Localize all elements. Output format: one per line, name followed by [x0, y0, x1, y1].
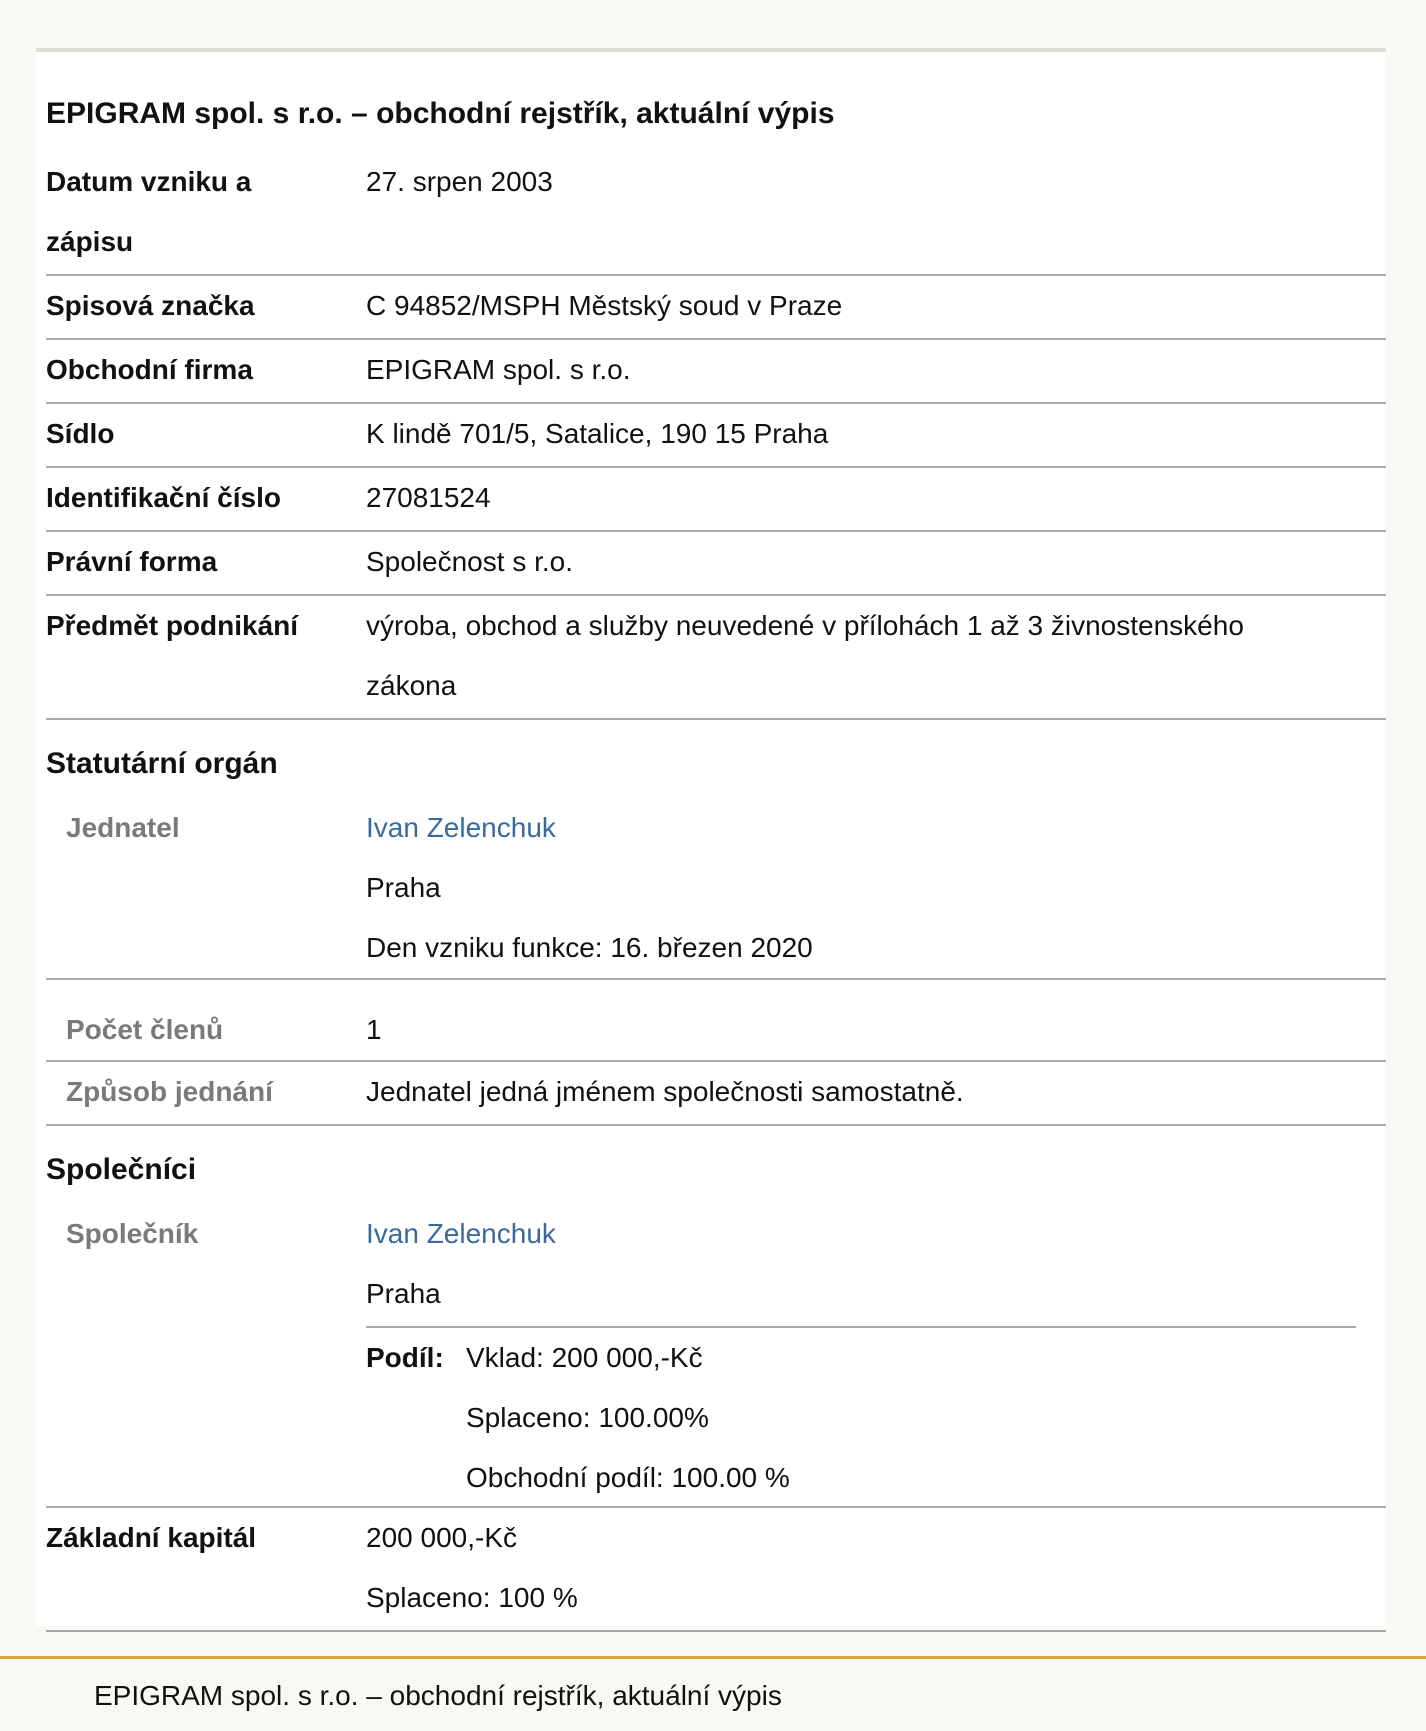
row-predmet-podnikani: [46, 596, 1386, 720]
row-value: [366, 798, 1386, 978]
podil-block: [366, 1326, 1356, 1508]
row-identifikacni-cislo: [46, 468, 1386, 532]
row-value: K lindě 701/5, Satalice, 190 15 Praha: [366, 418, 829, 449]
row-value: Společnost s r.o.: [366, 546, 574, 577]
row-label: Společník: [66, 1218, 199, 1249]
row-label: Identifikační číslo: [46, 482, 281, 513]
row-value: [366, 1204, 1386, 1506]
podil-vklad: Vklad: 200 000,-Kč: [466, 1342, 703, 1373]
row-zpusob-jednani: [46, 1062, 1386, 1126]
row-label: Právní forma: [46, 546, 218, 577]
row-obchodni-firma: [46, 340, 1386, 404]
row-pocet-clenu: [46, 980, 1386, 1062]
register-card: [36, 48, 1386, 1626]
row-spisova-znacka: [46, 276, 1386, 340]
row-value: EPIGRAM spol. s r.o.: [366, 354, 631, 385]
page-title: EPIGRAM spol. s r.o. – obchodní rejstřík, aktuální výpis: [46, 97, 835, 130]
row-label: Jednatel: [66, 812, 180, 843]
row-label: Základní kapitál: [46, 1522, 257, 1553]
page-footer: [0, 1656, 1426, 1731]
row-value: Jednatel jedná jménem společnosti samostatně.: [366, 1076, 964, 1107]
jednatel-since: Den vzniku funkce: 16. březen 2020: [366, 932, 813, 963]
row-value: C 94852/MSPH Městský soud v Praze: [366, 290, 843, 321]
podil-label: Podíl:: [366, 1342, 444, 1373]
row-jednatel: [46, 798, 1386, 980]
row-value: 27081524: [366, 482, 491, 513]
row-datum-vzniku: [46, 152, 1386, 276]
kapital-value: 200 000,-Kč: [366, 1522, 517, 1553]
jednatel-city: Praha: [366, 872, 441, 903]
row-label: Předmět podnikání: [46, 610, 299, 641]
section-title-statutarni: Statutární orgán: [46, 747, 278, 780]
row-value: [366, 1508, 1386, 1630]
podil-values: [466, 1328, 790, 1508]
row-zakladni-kapital: [46, 1508, 1386, 1632]
row-label: Počet členů: [66, 1014, 224, 1045]
jednatel-name-link[interactable]: Ivan Zelenchuk: [366, 812, 556, 843]
row-value: 27. srpen 2003: [366, 166, 553, 197]
spolecnik-city: Praha: [366, 1278, 441, 1309]
section-title-spolecnici: Společníci: [46, 1153, 197, 1186]
row-label: Spisová značka: [46, 290, 255, 321]
row-label: Datum vzniku a zápisu: [46, 166, 252, 257]
podil-splaceno: Splaceno: 100.00%: [466, 1402, 709, 1433]
row-value: 1: [366, 1014, 382, 1045]
podil-obchodni: Obchodní podíl: 100.00 %: [466, 1462, 790, 1493]
row-pravni-forma: [46, 532, 1386, 596]
spolecnik-name-link[interactable]: Ivan Zelenchuk: [366, 1218, 556, 1249]
row-sidlo: [46, 404, 1386, 468]
kapital-splaceno: Splaceno: 100 %: [366, 1582, 578, 1613]
row-value: výroba, obchod a služby neuvedené v přílohách 1 až 3 živnostenského zákona: [366, 610, 1244, 701]
register-content: [46, 94, 1386, 1632]
row-label: Způsob jednání: [66, 1076, 273, 1107]
row-label: Obchodní firma: [46, 354, 253, 385]
footer-text: EPIGRAM spol. s r.o. – obchodní rejstřík, aktuální výpis: [94, 1680, 782, 1711]
row-label: Sídlo: [46, 418, 115, 449]
row-spolecnik: [46, 1204, 1386, 1508]
